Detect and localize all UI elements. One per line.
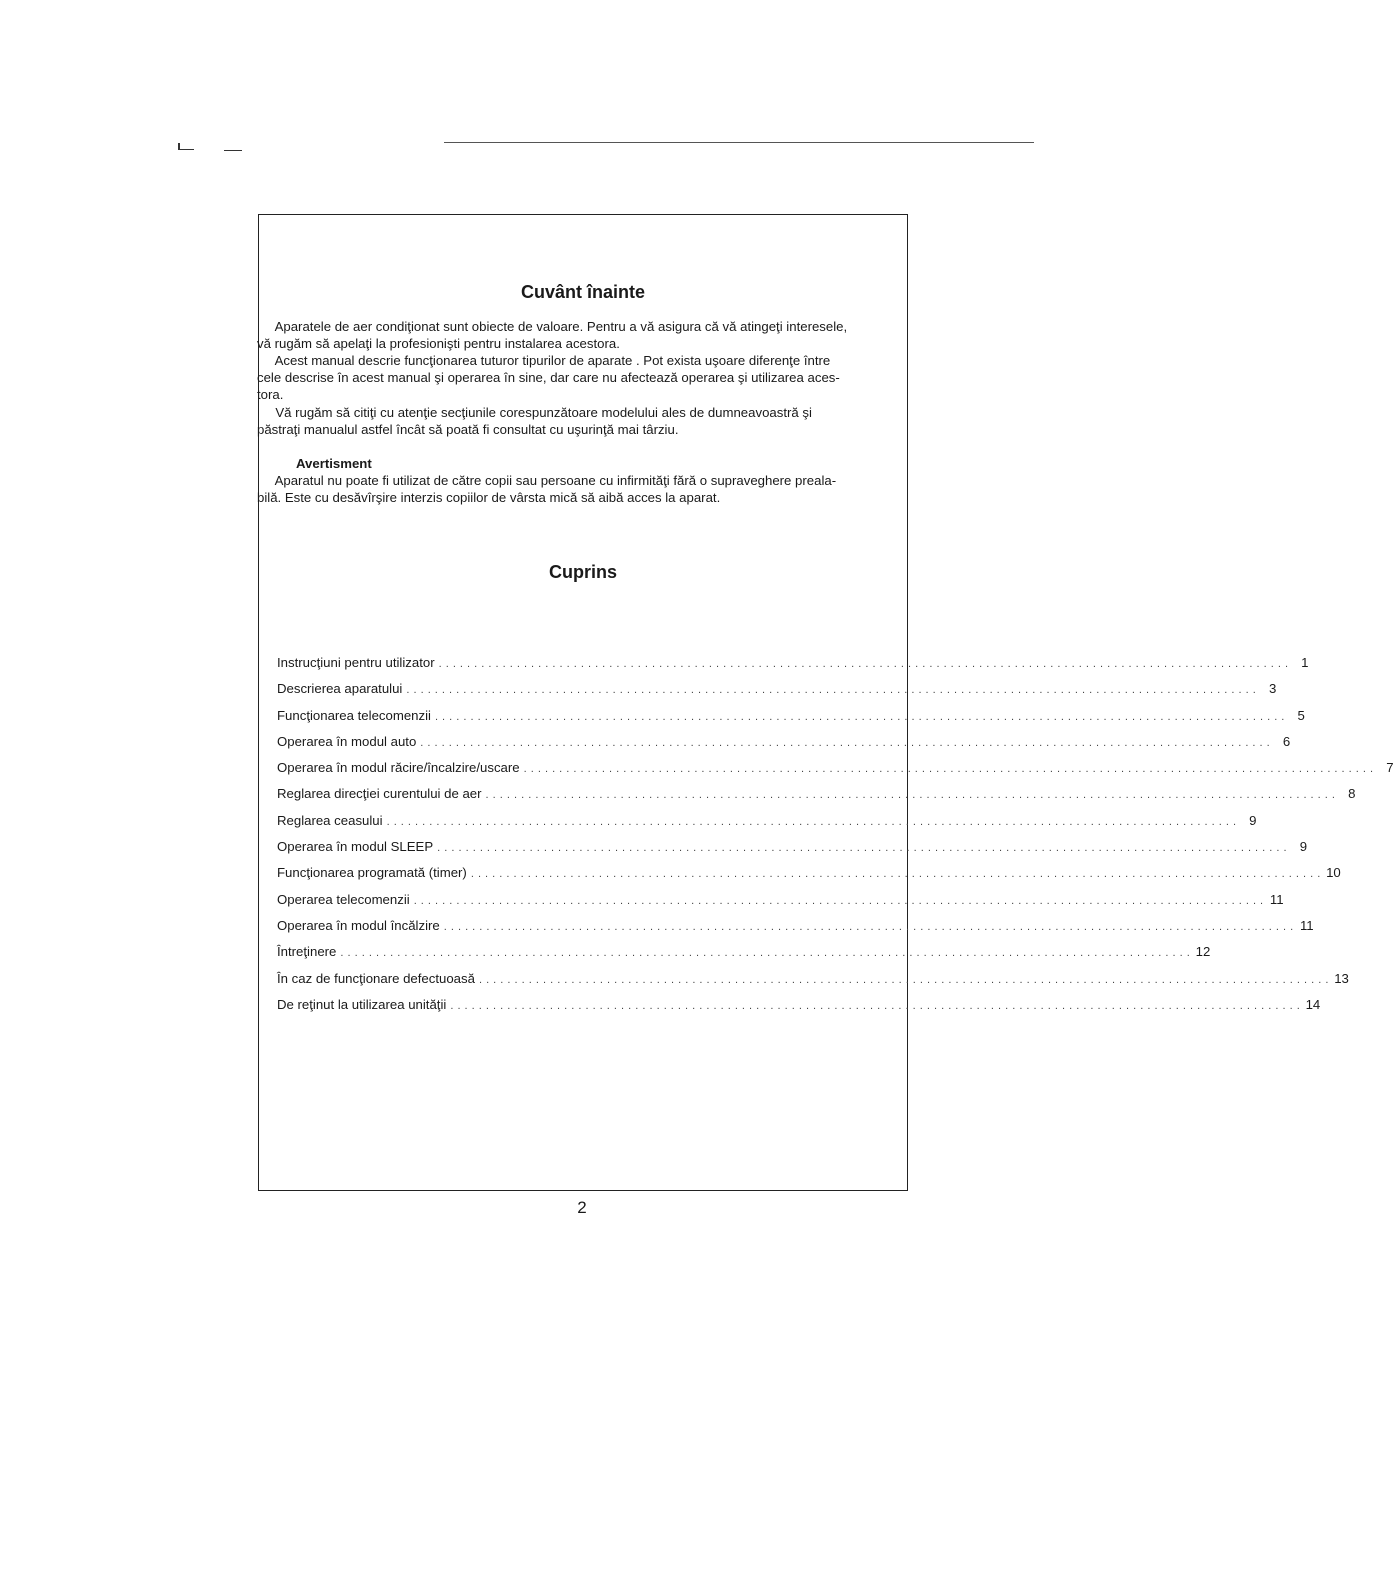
- toc-entry-page: 9: [1249, 812, 1257, 828]
- toc-entry[interactable]: [277, 681, 1277, 707]
- toc-entry-page: 12: [1195, 944, 1211, 960]
- content-frame: [257, 214, 1394, 1191]
- toc-leader-dots: . . . . . . . . . . . . . . . . . . . . . . . . . . . . . . . . . . . . . . . . . . . . . . . . . . . . . . . . . . . . . . . . . . . . . . . . . . . . . . . . . . . . . . . . . . . . . . . . . . . . . . . . . . . . . . . . . . . . . . . .: [437, 842, 1288, 855]
- text-line: vă rugăm să apelaţi la profesionişti pentru instalarea acestora.: [257, 335, 620, 351]
- text-line: Aparatele de aer condiţionat sunt obiecte de valoare. Pentru a vă asigura că vă atingeţi interesele,: [257, 319, 848, 334]
- toc-entry[interactable]: [277, 891, 1284, 918]
- toc-entry-page: 13: [1334, 970, 1349, 986]
- toc-entry[interactable]: [277, 707, 1305, 734]
- toc-entry-label: Operarea în modul SLEEP: [277, 839, 434, 855]
- toc-leader-dots: . . . . . . . . . . . . . . . . . . . . . . . . . . . . . . . . . . . . . . . . . . . . . . . . . . . . . . . . . . . . . . . . . . . . . . . . . . . . . . . . . . . . . . . . . . . . . . . . . . . . . . . . . . . . . . . . . . . . . . . .: [434, 710, 1285, 723]
- toc-leader-dots: . . . . . . . . . . . . . . . . . . . . . . . . . . . . . . . . . . . . . . . . . . . . . . . . . . . . . . . . . . . . . . . . . . . . . . . . . . . . . . . . . . . . . . . . . . . . . . . . . . . . . . . . . . . . . . . . . . . . . . . .: [443, 920, 1294, 933]
- toc-entry-label: Funcţionarea telecomenzii: [277, 707, 431, 723]
- toc-leader-dots: . . . . . . . . . . . . . . . . . . . . . . . . . . . . . . . . . . . . . . . . . . . . . . . . . . . . . . . . . . . . . . . . . . . . . . . . . . . . . . . . . . . . . . . . . . . . . . . . . . . . . . . . . . . . . . . . . . . . . . . .: [340, 947, 1191, 960]
- toc-entry[interactable]: [277, 944, 1211, 970]
- toc-entry[interactable]: [277, 996, 1321, 1023]
- text-line: tora.: [257, 386, 284, 402]
- toc-leader-dots: . . . . . . . . . . . . . . . . . . . . . . . . . . . . . . . . . . . . . . . . . . . . . . . . . . . . . . . . . . . . . . . . . . . . . . . . . . . . . . . . . . . . . . . . . . . . . . . . . . . . . . . . . . . . . . . . . . . . . . . .: [420, 736, 1271, 749]
- toc-entry-page: 1: [1301, 655, 1309, 670]
- toc-entry-label: Operarea telecomenzii: [277, 891, 410, 907]
- toc-entry-label: Operarea în modul auto: [277, 733, 417, 749]
- foreword-paragraph-3: [257, 405, 907, 439]
- toc-leader-dots: . . . . . . . . . . . . . . . . . . . . . . . . . . . . . . . . . . . . . . . . . . . . . . . . . . . . . . . . . . . . . . . . . . . . . . . . . . . . . . . . . . . . . . . . . . . . . . . . . . . . . . . . . . . . . . . . . . . . . . . .: [485, 789, 1336, 802]
- text-line: cele descrise în acest manual şi operarea în sine, dar care nu afectează operarea şi utilizarea aces-: [257, 369, 840, 385]
- toc-entry-page: 3: [1268, 681, 1277, 697]
- toc-entry-label: Operarea în modul răcire/încalzire/uscare: [277, 760, 520, 776]
- text-line: Vă rugăm să citiţi cu atenţie secţiunile corespunzătoare modelului ales de dumneavoastră şi: [257, 405, 812, 420]
- toc-entry[interactable]: [277, 970, 1349, 997]
- toc-entry-page: 11: [1299, 917, 1314, 933]
- text-line: Acest manual descrie funcţionarea tuturor tipurilor de aparate . Pot exista uşoare diferenţe între: [257, 353, 831, 368]
- toc-entry-page: 10: [1326, 865, 1341, 881]
- foreword-title: Cuvânt înainte: [520, 282, 645, 302]
- toc-entry-label: Funcţionarea programată (timer): [277, 865, 467, 881]
- toc-entry[interactable]: [277, 839, 1308, 865]
- toc-entry[interactable]: [277, 733, 1291, 760]
- toc-leader-dots: . . . . . . . . . . . . . . . . . . . . . . . . . . . . . . . . . . . . . . . . . . . . . . . . . . . . . . . . . . . . . . . . . . . . . . . . . . . . . . . . . . . . . . . . . . . . . . . . . . . . . . . . . . . . . . . . . . . . . . . .: [450, 999, 1301, 1012]
- toc-entry-label: În caz de funcţionare defectuoasă: [277, 970, 475, 986]
- scan-mark-left-base: [178, 149, 194, 150]
- toc-entry[interactable]: [277, 917, 1314, 944]
- text-line: bilă. Este cu desăvîrşire interzis copiilor de vârsta mică să aibă acces la aparat.: [257, 489, 721, 505]
- toc-entry-page: 5: [1297, 707, 1305, 723]
- toc-entry-label: Reglarea ceasului: [277, 812, 383, 828]
- toc-entry-page: 14: [1305, 996, 1321, 1012]
- toc-entry-page: 7: [1386, 760, 1394, 776]
- toc-entry[interactable]: [277, 760, 1394, 786]
- contents-title: Cuprins: [548, 562, 617, 582]
- toc-entry-label: Reglarea direcţiei curentului de aer: [277, 786, 482, 802]
- toc-entry-label: Descrierea aparatului: [277, 681, 403, 697]
- toc-entry-label: Operarea în modul încălzire: [277, 917, 440, 933]
- toc-entry[interactable]: [277, 865, 1341, 891]
- toc-entry-label: De reţinut la utilizarea unităţii: [277, 996, 447, 1012]
- foreword-paragraph-1: [257, 319, 907, 353]
- foreword-paragraph-2: [257, 353, 907, 403]
- toc-leader-dots: . . . . . . . . . . . . . . . . . . . . . . . . . . . . . . . . . . . . . . . . . . . . . . . . . . . . . . . . . . . . . . . . . . . . . . . . . . . . . . . . . . . . . . . . . . . . . . . . . . . . . . . . . . . . . . . . . . . . . . . .: [406, 684, 1257, 697]
- page-number: 2: [577, 1198, 587, 1217]
- toc-leader-dots: . . . . . . . . . . . . . . . . . . . . . . . . . . . . . . . . . . . . . . . . . . . . . . . . . . . . . . . . . . . . . . . . . . . . . . . . . . . . . . . . . . . . . . . . . . . . . . . . . . . . . . . . . . . . . . . . . . . . . . . .: [470, 868, 1321, 881]
- toc-leader-dots: . . . . . . . . . . . . . . . . . . . . . . . . . . . . . . . . . . . . . . . . . . . . . . . . . . . . . . . . . . . . . . . . . . . . . . . . . . . . . . . . . . . . . . . . . . . . . . . . . . . . . . . . . . . . . . . . . . . . . . . .: [478, 973, 1329, 986]
- toc-entry[interactable]: [277, 786, 1356, 812]
- text-line: Aparatul nu poate fi utilizat de către copii sau persoane cu infirmităţi fără o supraveghere preala-: [257, 473, 837, 488]
- table-of-contents: [277, 655, 1394, 1023]
- toc-entry-page: 6: [1282, 733, 1291, 749]
- toc-leader-dots: . . . . . . . . . . . . . . . . . . . . . . . . . . . . . . . . . . . . . . . . . . . . . . . . . . . . . . . . . . . . . . . . . . . . . . . . . . . . . . . . . . . . . . . . . . . . . . . . . . . . . . . . . . . . . . . . . . . . . . . .: [386, 815, 1237, 828]
- toc-entry-label: Întreţinere: [277, 944, 337, 960]
- toc-leader-dots: . . . . . . . . . . . . . . . . . . . . . . . . . . . . . . . . . . . . . . . . . . . . . . . . . . . . . . . . . . . . . . . . . . . . . . . . . . . . . . . . . . . . . . . . . . . . . . . . . . . . . . . . . . . . . . . . . . . . . . . .: [523, 763, 1374, 776]
- header-rule: [444, 142, 1034, 143]
- toc-entry-page: 8: [1348, 786, 1356, 802]
- toc-entry-page: 11: [1269, 891, 1284, 907]
- scan-mark-dash: [224, 150, 242, 151]
- text-line: păstraţi manualul astfel încât să poată fi consultat cu uşurinţă mai târziu.: [257, 421, 679, 437]
- warning-paragraph: [257, 473, 907, 507]
- toc-leader-dots: . . . . . . . . . . . . . . . . . . . . . . . . . . . . . . . . . . . . . . . . . . . . . . . . . . . . . . . . . . . . . . . . . . . . . . . . . . . . . . . . . . . . . . . . . . . . . . . . . . . . . . . . . . . . . . . . . . . . . . . .: [413, 894, 1264, 907]
- toc-entry-label: Instrucţiuni pentru utilizator: [277, 655, 435, 670]
- toc-entry[interactable]: [277, 655, 1309, 681]
- warning-title: Avertisment: [296, 456, 372, 471]
- toc-entry-page: 9: [1299, 839, 1308, 855]
- toc-leader-dots: . . . . . . . . . . . . . . . . . . . . . . . . . . . . . . . . . . . . . . . . . . . . . . . . . . . . . . . . . . . . . . . . . . . . . . . . . . . . . . . . . . . . . . . . . . . . . . . . . . . . . . . . . . . . . . . . . . . . . . . .: [438, 658, 1289, 670]
- toc-entry[interactable]: [277, 812, 1257, 839]
